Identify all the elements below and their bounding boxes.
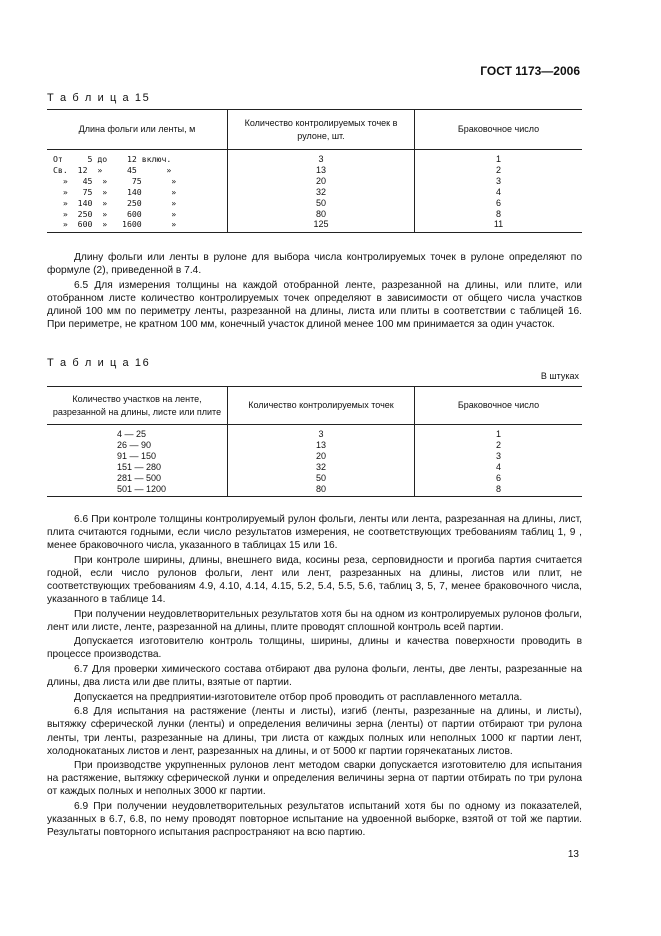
table-row: 501 — 1200 80 8: [47, 484, 582, 497]
paragraph: Длину фольги или ленты в рулоне для выбора числа контролируемых точек в рулоне определяют по формуле (2), приведенной в 7.4.: [47, 252, 582, 277]
table-15-header-points: Количество контролируемых точек в рулоне, шт.: [228, 110, 415, 150]
paragraph: При производстве укрупненных рулонов лент методом сварки допускается изготовителю для испытания на растяжение, вытяжку сферической лунки и определения величины зерна от партии отбирать по три рулона от каждых полных и неполных 3000 кг партии.: [47, 760, 582, 798]
table-row: » 45 » 75 » 20 3: [47, 176, 582, 187]
table-16-header-points: Количество контролируемых точек: [228, 387, 415, 425]
table-row: 281 — 500 50 6: [47, 473, 582, 484]
paragraph: 6.9 При получении неудовлетворительных результатов испытаний хотя бы по одному из показателей, указанных в 6.7, 6.8, по нему проводят повторное испытание на удвоенной выборке, взятой от той же партии. Результаты повторного испытания распространяют на всю партию.: [47, 800, 582, 839]
document-header: ГОСТ 1173—2006: [480, 64, 580, 78]
table-row: 26 — 90 13 2: [47, 440, 582, 451]
table-15: [47, 109, 582, 233]
table-row: 91 — 150 20 3: [47, 451, 582, 462]
table-row: Св. 12 » 45 » 13 2: [47, 165, 582, 176]
table-row: 4 — 25 3 1: [47, 425, 582, 440]
paragraph: Допускается на предприятии-изготовителе отбор проб проводить от расплавленного металла.: [74, 691, 523, 703]
table-16-header-reject: Браковочное число: [415, 387, 583, 425]
table-row: » 140 » 250 » 50 6: [47, 198, 582, 209]
table-16-caption: Т а б л и ц а 16: [47, 357, 151, 369]
paragraph: 6.6 При контроле толщины контролируемый рулон фольги, ленты или лента, разрезанная на длины, лист, плита считаются годными, если число результатов измерения, не соответствующих требованиям таблиц 1, 9 , менее браковочного числа, указанного в таблицах 15 или 16.: [47, 514, 582, 552]
paragraph: Допускается изготовителю контроль толщины, ширины, длины и качества поверхности проводить в процессе производства.: [47, 636, 582, 661]
text-block-1: [47, 251, 582, 333]
table-16: [47, 386, 582, 497]
text-block-2: [47, 513, 582, 841]
table-row: 151 — 280 32 4: [47, 462, 582, 473]
page-number: 13: [567, 849, 579, 860]
table-16-header-sections: Количество участков на ленте, разрезанной на длины, листе или плите: [47, 387, 228, 425]
paragraph: 6.8 Для испытания на растяжение (ленты и листы), изгиб (ленты, разрезанные на длины, и листы), вытяжку сферической лунки (ленты) и определения величины зерна (ленты) от партии отбирают три рулона ленты, три ленты, разрезанные на длины, три листа от каждых полных или неполных 1000 кг партии лент, холоднокатаных листов и лент, разрезанных на длины, и от 5000 кг партии горячекатаных листов.: [47, 706, 582, 757]
paragraph: При контроле ширины, длины, внешнего вида, косины реза, серповидности и прогиба партия считается годной, если число рулонов фольги, лент или лент, разрезанных на длины, листов или плит, не соответствующих требованиям 4.9, 4.10, 4.14, 4.15, 5.2, 5.4, 5.5, 5.6, таблиц 3, 5, 7, менее браковочного числа, указанного в таблице 14.: [47, 554, 582, 606]
paragraph: 6.7 Для проверки химического состава отбирают два рулона фольги, ленты, две ленты, разрезанные на длины, два листа или две плиты, взятые от партии.: [47, 664, 582, 689]
table-row: » 250 » 600 » 80 8: [47, 209, 582, 220]
table-16-unit: В штуках: [540, 371, 579, 381]
table-row: » 600 » 1600 » 125 11: [47, 219, 582, 232]
table-row: От 5 до 12 включ. 3 1: [47, 150, 582, 165]
table-15-caption: Т а б л и ц а 15: [47, 92, 151, 104]
table-15-header-reject: Браковочное число: [415, 110, 583, 150]
paragraph: 6.5 Для измерения толщины на каждой отобранной ленте, разрезанной на длины, или плите, или отобранном листе количество контролируемых точек определяют в зависимости от общего числа участков длиной 100 мм по периметру ленты, разрезанной на длины, листа или плиты в соответствии с таблицей 16. При периметре, не кратном 100 мм, конечный участок длиной менее 100 мм принимается за один участок.: [47, 279, 582, 330]
table-row: » 75 » 140 » 32 4: [47, 187, 582, 198]
paragraph: При получении неудовлетворительных результатов хотя бы на одном из контролируемых рулонов фольги, лент или листе, ленте, разрезанной на длины, плите проводят сплошной контроль всей партии.: [47, 608, 582, 633]
table-15-header-length: Длина фольги или ленты, м: [47, 110, 228, 150]
